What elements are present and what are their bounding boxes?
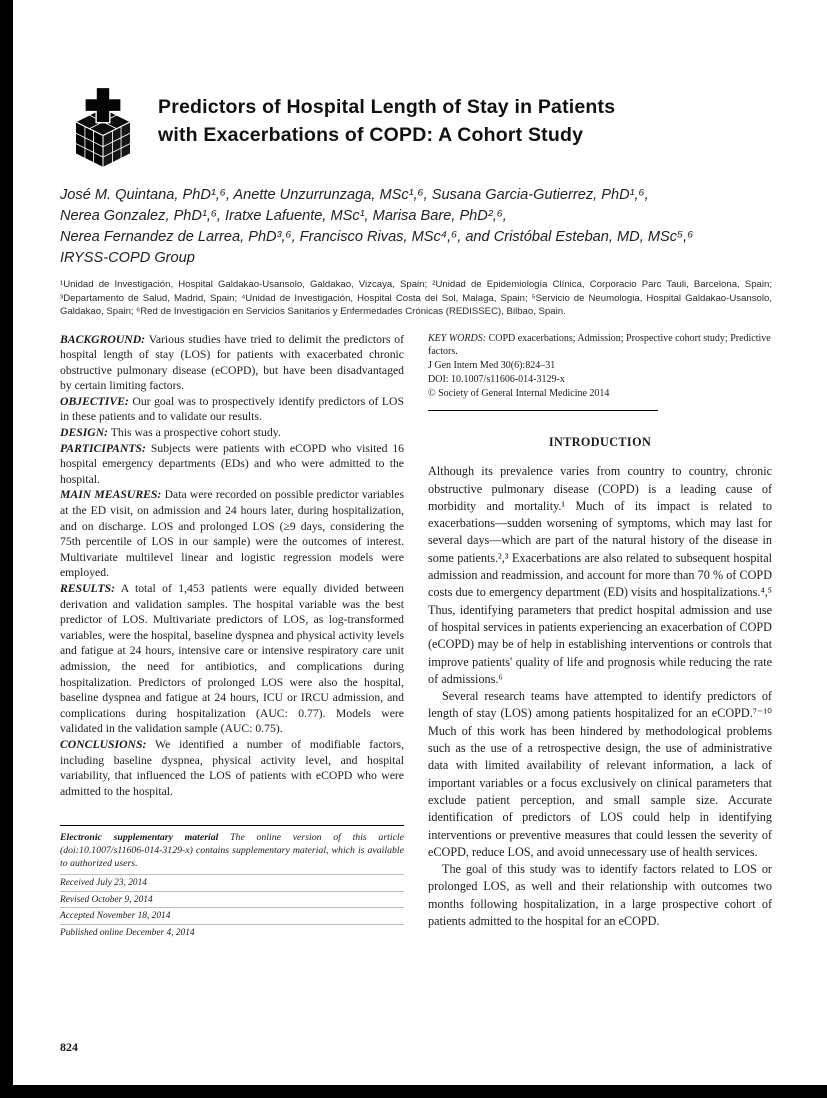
- published-date: Published online December 4, 2014: [60, 924, 404, 941]
- abstract-label: BACKGROUND:: [60, 332, 146, 346]
- copyright: © Society of General Internal Medicine 2014: [428, 388, 610, 400]
- received-date: Received July 23, 2014: [60, 874, 404, 891]
- abstract-section-objective: [60, 394, 404, 425]
- article-header: [60, 84, 772, 170]
- intro-paragraph-2: Several research teams have attempted to identify predictors of length of stay (LOS) among patients hospitalized for an eCOPD.⁷⁻¹⁰ Much of this work has been hindered by methodological problems such as the use of a retrospective design, the use of administrative data with limited availability of relevant information, a lack of important variables or a focus exclusively on clinical parameters that exclude patient perception, and small sample size. Accurate identification of predictors of LOS could help in identifying interventions or preventive measures that could lessen the severity of eCOPD, reduce LOS, and avoid unnecessary use of health services.: [428, 689, 772, 859]
- journal-logo: [60, 84, 146, 170]
- abstract-text: Our goal was to prospectively identify predictors of LOS in these patients and to validate our results.: [60, 394, 404, 424]
- abstract-text: We identified a number of modifiable factors, including baseline dyspnea, physical activity level, and hospital variability, that influenced the LOS of patients with eCOPD who were admitted to the hospital.: [60, 737, 404, 798]
- article-history: [60, 874, 404, 940]
- abstract-label: CONCLUSIONS:: [60, 737, 147, 751]
- intro-paragraph-3: The goal of this study was to identify factors related to LOS or prolonged LOS, as well and their relationship with outcomes two months following hospitalization, in a large prospective cohort of patients admitted to the hospital for an eCOPD.: [428, 862, 772, 929]
- keywords-label: KEY WORDS:: [428, 332, 487, 344]
- revised-date: Revised October 9, 2014: [60, 891, 404, 908]
- scan-edge-left: [0, 0, 13, 1098]
- authors-line1: José M. Quintana, PhD¹,⁶, Anette Unzurrunzaga, MSc¹,⁶, Susana Garcia-Gutierrez, PhD¹,⁶,: [60, 187, 649, 203]
- abstract-label: MAIN MEASURES:: [60, 488, 162, 502]
- left-column: [60, 332, 404, 941]
- article-title-line1: Predictors of Hospital Length of Stay in Patients: [158, 96, 616, 118]
- abstract-text: A total of 1,453 patients were equally divided between derivation and validation samples. The hospital variable was the best predictor of LOS. Multivariate predictors of LOS, as log-transformed variables, were the hospital, baseline dyspnea and physical activity levels and fatigue at 24 hours, intensive care or intensive respiratory care unit admission, the need for antibiotics, and complications during hospitalization. Predictors of prolonged LOS were also the hospital, baseline dyspnea and fatigue at 24 hours, ICU or IRCU admission, and complications during hospitalization (AUC: 0.77). Models were validated in the validation sample (AUC: 0.75).: [60, 582, 405, 736]
- abstract-section-participants: [60, 441, 404, 488]
- article-title-line2: with Exacerbations of COPD: A Cohort Study: [158, 124, 584, 146]
- abstract-section-conclusions: [60, 737, 404, 799]
- intro-paragraph-1: Although its prevalence varies from country to country, chronic obstructive pulmonary disease (COPD) is a leading cause of morbidity and mortality.¹ Much of its impact is related to exacerbations—sudden worsening of symptoms, which may last for several days—which are part of the natural history of the disease in some patients.²,³ Exacerbations are also related to subsequent hospital admission and readmission, and account for more than 70 % of COPD costs due to emergency department (ED) visits and hospitalizations.⁴,⁵ Thus, identifying parameters that predict hospital admission and use of hospital services in patients experiencing an exacerbation of COPD (eCOPD) may be of help in establishing interventions or controls that improve patients' quality of life and prognosis while reducing the rate of admissions.⁶: [428, 464, 772, 686]
- abstract-label: RESULTS:: [60, 582, 115, 595]
- abstract-section-results: [60, 581, 404, 737]
- introduction-section: [428, 435, 772, 930]
- keywords: COPD exacerbations; Admission; Prospective cohort study; Predictive factors.: [428, 332, 771, 358]
- esm-text: The online version of this article (doi:10.1007/s11606-014-3129-x) contains supplementary material, which is available to authorized users.: [60, 832, 405, 870]
- scan-edge-bottom: [0, 1085, 827, 1098]
- abstract-text: This was a prospective cohort study.: [110, 426, 281, 440]
- introduction-heading: INTRODUCTION: [548, 435, 652, 450]
- doi: DOI: 10.1007/s11606-014-3129-x: [428, 373, 565, 385]
- abstract-label: DESIGN:: [60, 426, 109, 440]
- abstract-label: PARTICIPANTS:: [60, 441, 146, 455]
- page-content: [60, 0, 772, 940]
- abstract-text: Various studies have tried to delimit the predictors of hospital length of stay (LOS) for patients with exacerbated chronic obstructive pulmonary disease (eCOPD), but have been disadvantaged by certain limiting factors.: [60, 332, 404, 393]
- right-column: [428, 332, 772, 941]
- abstract: [60, 332, 404, 800]
- abstract-label: OBJECTIVE:: [60, 394, 129, 408]
- supplementary-material-note: [60, 825, 404, 940]
- accepted-date: Accepted November 18, 2014: [60, 907, 404, 924]
- abstract-section-design: [60, 425, 404, 441]
- hospital-cross-logo-icon: [60, 84, 146, 170]
- abstract-text: Data were recorded on possible predictor variables at the ED visit, on admission and 24 hours later, during hospitalization, and on discharge. LOS and prolonged LOS (≥9 days, considering the 75th percentile of LOS in our sample) were the outcomes of interest. Multivariate multilevel linear and logistic regression models were employed.: [60, 488, 405, 580]
- article-meta: [428, 332, 772, 412]
- affiliations: ¹Unidad de Investigación, Hospital Galdakao-Usansolo, Galdakao, Vizcaya, Spain; ²Unidad de Epidemiología Clínica, Corporacio Parc Tauli, Barcelona, Spain; ³Departamento de Salud, Madrid, Spain; ⁴Unidad de Investigación, Hospital Costa del Sol, Malaga, Spain; ⁵Servicio de Neumologia, Hospital Galdakao-Usansolo, Galdakao, Spain; ⁶Red de Investigación en Servicios Sanitarios y Enfermedades Crónicas (REDISSEC), Bilbao, Spain.: [60, 279, 772, 317]
- article-title: [158, 84, 615, 170]
- abstract-section-background: [60, 332, 404, 394]
- esm-label: Electronic supplementary material: [60, 832, 219, 844]
- authors-line2: Nerea Gonzalez, PhD¹,⁶, Iratxe Lafuente, MSc¹, Marisa Bare, PhD²,⁶,: [60, 208, 507, 224]
- abstract-text: Subjects were patients with eCOPD who visited 16 hospital emergency departments (EDs) and who were admitted to the hospital.: [60, 441, 405, 486]
- author-group: IRYSS-COPD Group: [60, 250, 195, 266]
- meta-divider: [428, 410, 658, 411]
- journal-citation: J Gen Intern Med 30(6):824–31: [428, 359, 556, 371]
- authors-block: [60, 185, 772, 269]
- authors-line3: Nerea Fernandez de Larrea, PhD³,⁶, Francisco Rivas, MSc⁴,⁶, and Cristóbal Esteban, MD, MSc⁵,⁶: [60, 229, 694, 245]
- abstract-section-main-measures: [60, 487, 404, 581]
- page-number: 824: [60, 1040, 78, 1054]
